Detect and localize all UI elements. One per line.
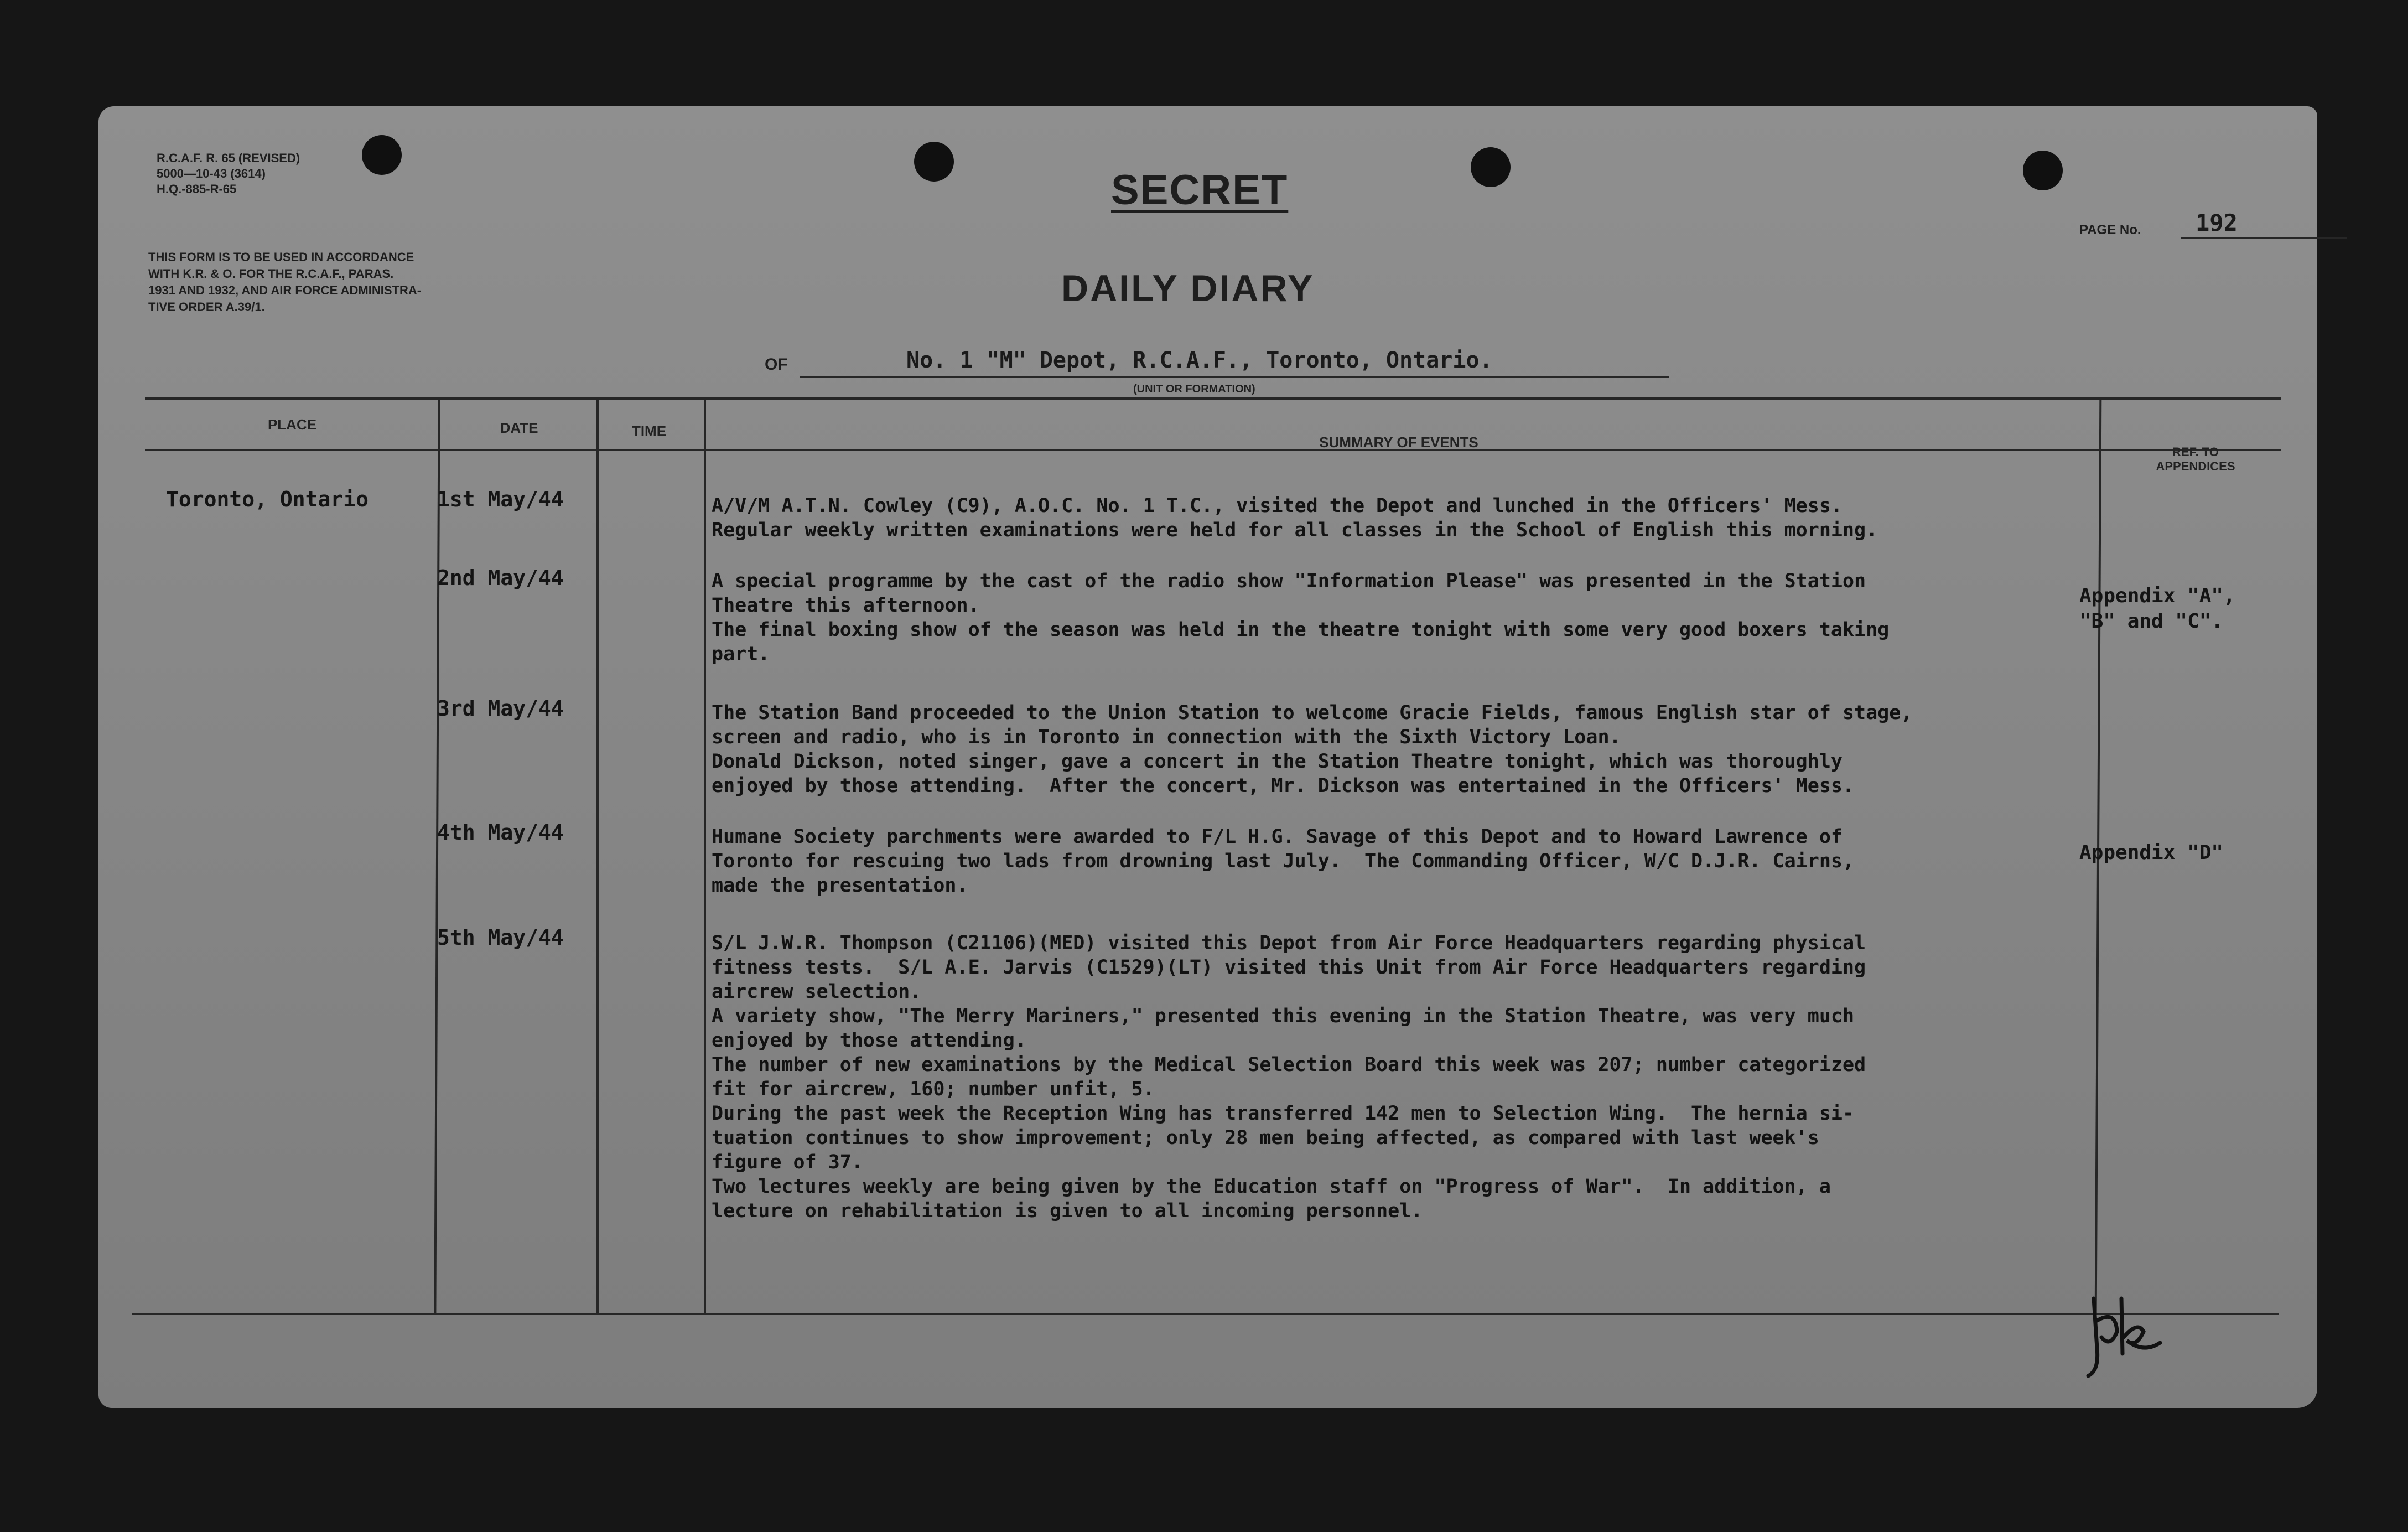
initials-signature: [2083, 1287, 2166, 1381]
summary-entry: The Station Band proceeded to the Union Station to welcome Gracie Fields, famous English star of stage, screen and radio, who is in Toronto in connection with the Sixth Victory Loan. Donald Dickson, noted singer, gave a concert in the Station Theatre tonight, which was thoroughly enjoyed by those attending. After the concert, Mr. Dickson was entertained in the Officers' Mess.: [712, 702, 1913, 797]
classification-heading: SECRET: [1111, 167, 1289, 214]
column-heading-summary: SUMMARY OF EVENTS: [1319, 434, 1478, 451]
column-rule-date: [596, 400, 599, 1314]
unit-name: No. 1 "M" Depot, R.C.A.F., Toronto, Ontario.: [906, 348, 1493, 373]
summary-entry: A special programme by the cast of the radio show "Information Please" was presented in the Station Theatre this afternoon. The final boxing show of the season was held in the theatre tonight with some very good boxers taking part.: [712, 570, 1890, 665]
column-heading-time: TIME: [631, 423, 667, 439]
unit-caption: (UNIT OR FORMATION): [1133, 383, 1255, 395]
page-number: 192: [2196, 209, 2238, 236]
table-top-rule: [145, 397, 2281, 400]
column-heading-ref: REF. TO APPENDICES: [2156, 445, 2235, 473]
page-number-line: [2181, 237, 2347, 239]
header-bottom-rule: [145, 449, 2281, 451]
form-instructions: THIS FORM IS TO BE USED IN ACCORDANCE WITH K.R. & O. FOR THE R.C.A.F., PARAS. 1931 AND 1932, AND AIR FORCE ADMINISTRA- TIVE ORDER A.39/1.: [148, 250, 422, 314]
punch-hole: [362, 135, 402, 175]
of-label: OF: [765, 355, 788, 374]
appendix-reference: Appendix "D": [2079, 841, 2224, 864]
date-entry: 4th May/44: [437, 820, 564, 845]
column-rule-place: [434, 400, 440, 1314]
date-entry: 2nd May/44: [437, 566, 564, 590]
form-reference: R.C.A.F. R. 65 (REVISED) 5000—10-43 (3614) H.Q.-885-R-65: [157, 151, 300, 196]
punch-hole: [2023, 151, 2063, 190]
column-heading-date: DATE: [500, 420, 538, 436]
table-bottom-rule: [132, 1313, 2279, 1315]
diary-form-card: [98, 106, 2317, 1408]
summary-entry: A/V/M A.T.N. Cowley (C9), A.O.C. No. 1 T.C., visited the Depot and lunched in the Officers' Mess. Regular weekly written examinations were held for all classes in the School of English this morning.: [712, 495, 1878, 541]
appendix-reference: Appendix "A", "B" and "C".: [2079, 584, 2235, 633]
date-entry: 1st May/44: [437, 487, 564, 511]
date-entry: 5th May/44: [437, 925, 564, 950]
form-title: DAILY DIARY: [1061, 267, 1315, 309]
punch-hole: [914, 142, 954, 182]
column-heading-place: PLACE: [267, 416, 317, 433]
column-rule-time: [704, 400, 706, 1314]
summary-entry: Humane Society parchments were awarded to F/L H.G. Savage of this Depot and to Howard Lawrence of Toronto for rescuing two lads from drowning last July. The Commanding Officer, W/C D.J.R. Cairns, made the presentation.: [712, 826, 1855, 897]
summary-entry: S/L J.W.R. Thompson (C21106)(MED) visited this Depot from Air Force Headquarters regarding physical fitness tests. S/L A.E. Jarvis (C1529)(LT) visited this Unit from Air Force Headquarters regarding aircrew selection. A variety show, "The Merry Mariners," presented this evening in the Station Theatre, was very much enjoyed by those attending. The number of new examinations by the Medical Selection Board this week was 207; number categorized fit for aircrew, 160; number unfit, 5. During the past week the Reception Wing has transferred 142 men to Selection Wing. The hernia si- tuation continues to show improvement; only 28 men being affected, as compared with last week's figure of 37. Two lectures weekly are being given by the Education staff on "Progress of War". In addition, a lecture on rehabilitation is given to all incoming personnel.: [712, 932, 1866, 1222]
place-value: Toronto, Ontario: [166, 487, 369, 511]
unit-line: [800, 376, 1669, 378]
punch-hole: [1471, 147, 1511, 187]
date-entry: 3rd May/44: [437, 696, 564, 721]
page-label: PAGE No.: [2079, 222, 2141, 237]
